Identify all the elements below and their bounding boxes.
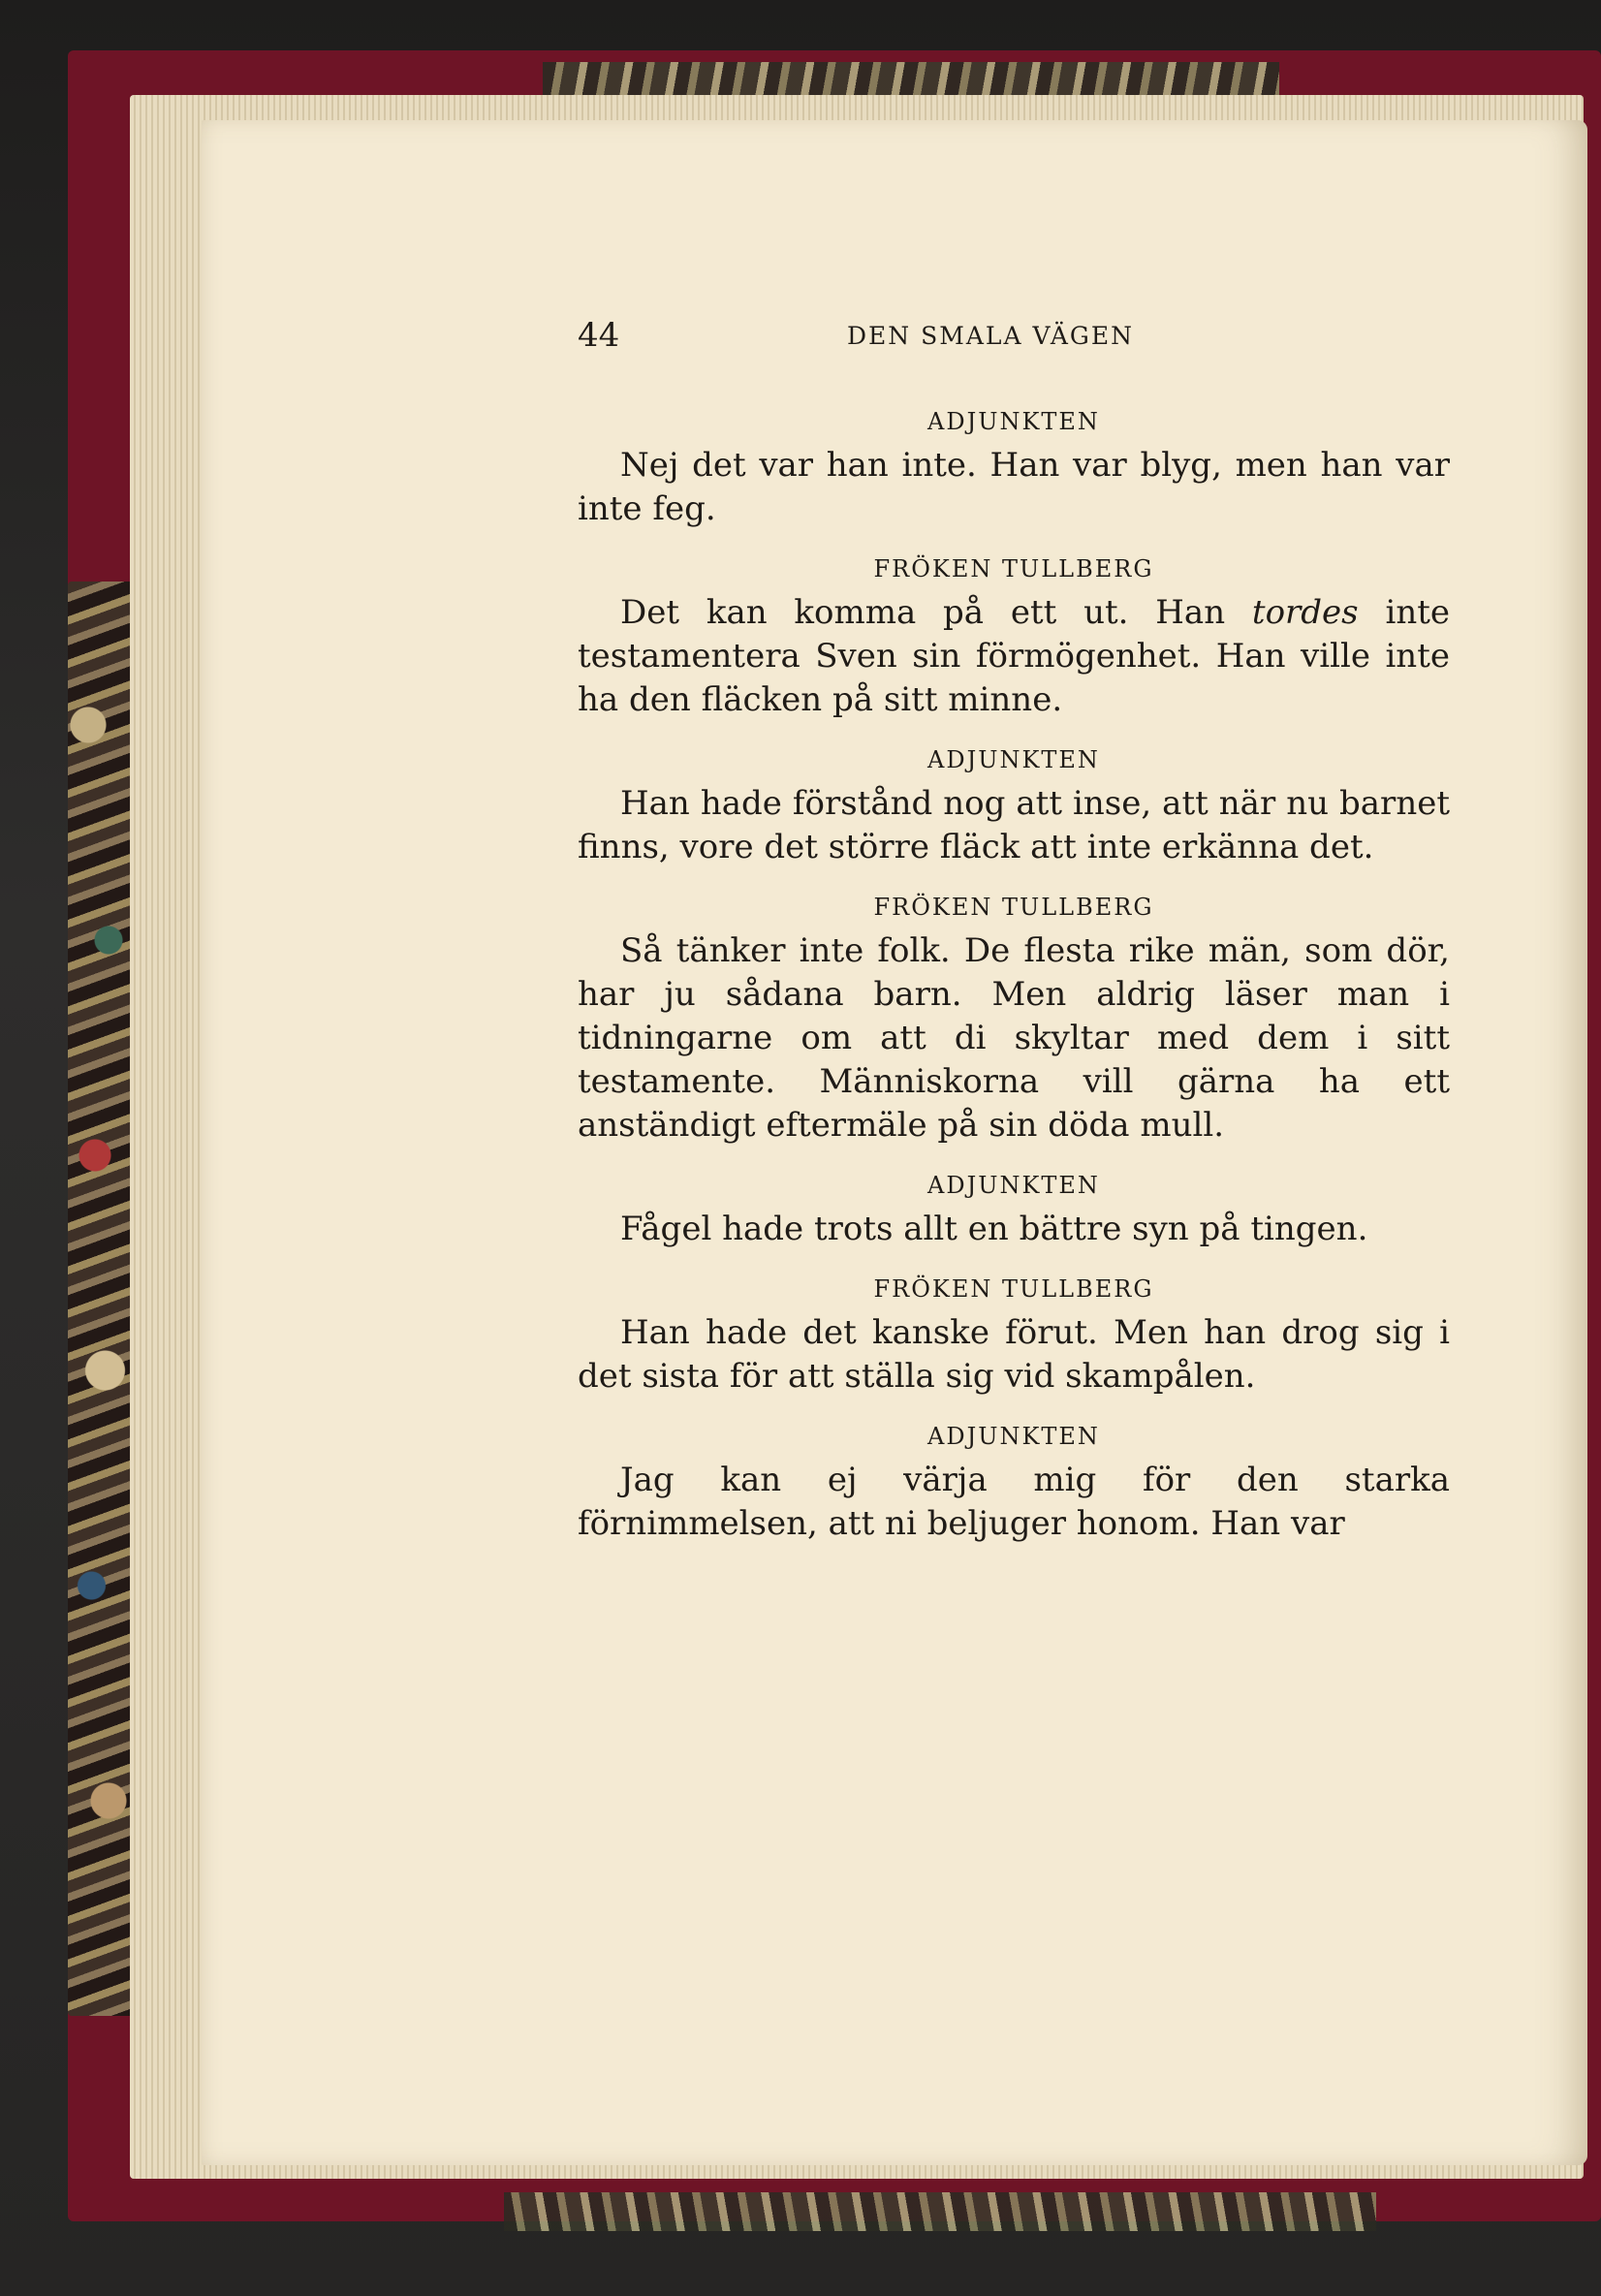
dialogue-line: Han hade förstånd nog att inse, att när nu barnet finns, vore det större fläck att inte erkänna det. [578, 784, 1450, 866]
speaker-name: FRÖKEN TULLBERG [873, 555, 1154, 582]
running-title: DEN SMALA VÄGEN [847, 322, 1135, 350]
dialogue-line: Fågel hade trots allt en bättre syn på tingen. [620, 1210, 1368, 1248]
speaker-name: ADJUNKTEN [927, 408, 1100, 435]
page-number: 44 [578, 316, 620, 355]
speaker-name: FRÖKEN TULLBERG [873, 1275, 1154, 1303]
dialogue-line: Nej det var han inte. Han var blyg, men han var inte feg. [578, 446, 1450, 528]
marbled-endpaper [68, 582, 136, 2016]
dialogue-line: Jag kan ej värja mig för den starka förnimmelsen, att ni beljuger honom. Han var [578, 1461, 1450, 1543]
dialogue-line: Så tänker inte folk. De flesta rike män, som dör, har ju sådana barn. Men aldrig läser man i tidningarne om att di skyltar med dem i sitt testamente. Människorna vill gärna ha ett anständigt eftermäle på sin döda mull. [578, 931, 1450, 1145]
dialogue-italic-word: tordes [1251, 593, 1359, 632]
speaker-name: ADJUNKTEN [927, 746, 1100, 773]
dialogue-line: Han hade det kanske förut. Men han drog sig i det sista för att ställa sig vid skampålen. [578, 1313, 1450, 1396]
marbled-edge-bottom [504, 2192, 1376, 2231]
speaker-name: ADJUNKTEN [927, 1423, 1100, 1450]
running-head [578, 316, 1450, 355]
dialogue [578, 407, 1450, 1569]
dialogue-text: inte testamentera Sven sin förmögenhet. Han ville inte ha den fläcken på sitt minne. [578, 593, 1450, 719]
dialogue-line [578, 591, 1450, 722]
dialogue-text: Det kan komma på ett ut. Han [620, 593, 1252, 632]
speaker-name: ADJUNKTEN [927, 1172, 1100, 1199]
speaker-name: FRÖKEN TULLBERG [873, 894, 1154, 921]
